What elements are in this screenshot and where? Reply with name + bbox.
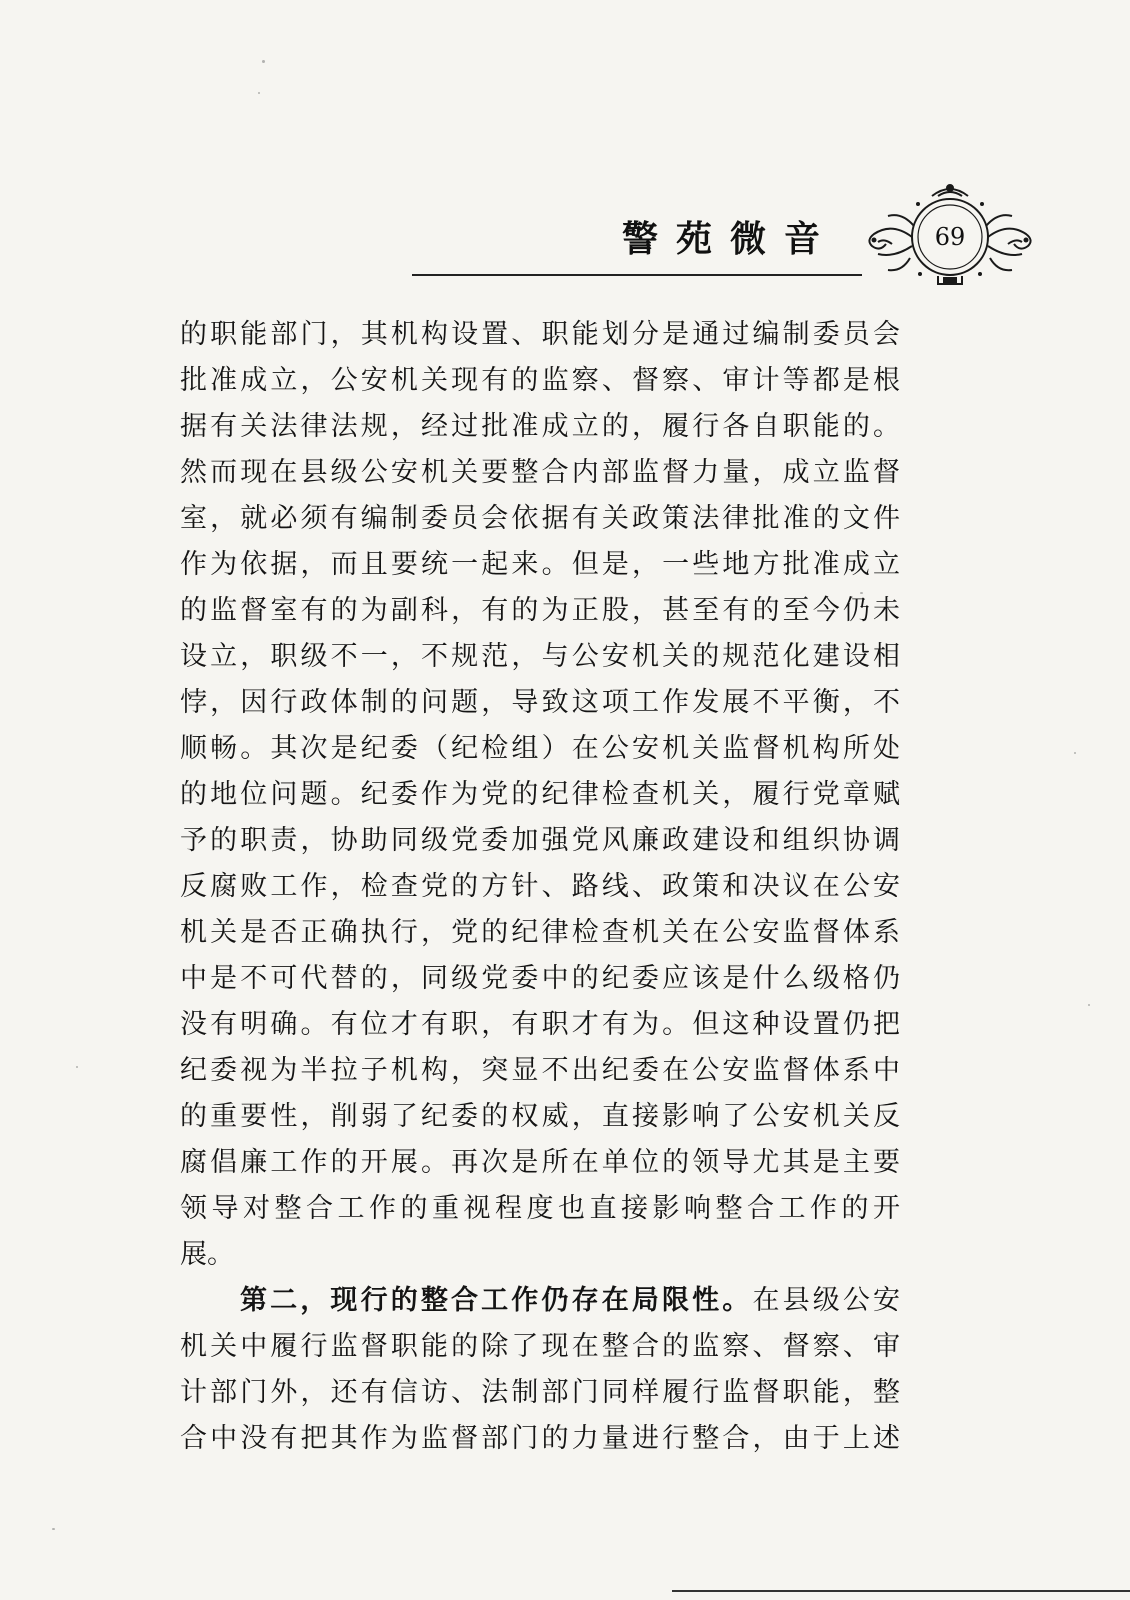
text-line: 的重要性，削弱了纪委的权威，直接影响了公安机关反	[180, 1101, 900, 1132]
text-line: 悖，因行政体制的问题，导致这项工作发展不平衡，不	[180, 687, 900, 718]
header-rule	[412, 274, 862, 276]
text-line: 的职能部门，其机构设置、职能划分是通过编制委员会	[180, 319, 900, 350]
text-line: 据有关法律法规，经过批准成立的，履行各自职能的。	[180, 411, 900, 442]
text-line: 中是不可代替的，同级党委中的纪委应该是什么级格仍	[180, 963, 900, 994]
text-line: 计部门外，还有信访、法制部门同样履行监督职能，整	[180, 1377, 900, 1408]
text-line: 顺畅。其次是纪委（纪检组）在公安机关监督机构所处	[180, 733, 900, 764]
text-line: 展。	[180, 1239, 234, 1270]
text-line: 批准成立，公安机关现有的监察、督察、审计等都是根	[180, 365, 900, 396]
running-header-title: 警苑微音	[622, 219, 839, 260]
text-line: 机关是否正确执行，党的纪律检查机关在公安监督体系	[180, 917, 900, 948]
text-line: 的监督室有的为副科，有的为正股，甚至有的至今仍未	[180, 595, 900, 626]
scan-speck	[1088, 1004, 1090, 1006]
text-line: 设立，职级不一，不规范，与公安机关的规范化建设相	[180, 641, 900, 672]
bottom-rule	[672, 1590, 1130, 1592]
text-line: 作为依据，而且要统一起来。但是，一些地方批准成立	[180, 549, 900, 580]
text-line: 合中没有把其作为监督部门的力量进行整合，由于上述	[180, 1423, 900, 1454]
text-line: 没有明确。有位才有职，有职才有为。但这种设置仍把	[180, 1009, 900, 1040]
paragraph-2-heading: 第二，现行的整合工作仍存在局限性。	[240, 1285, 753, 1316]
scan-speck	[262, 60, 265, 63]
text-line: 予的职责，协助同级党委加强党风廉政建设和组织协调	[180, 825, 900, 856]
text-line: 领导对整合工作的重视程度也直接影响整合工作的开	[180, 1193, 900, 1224]
paragraph-2-first-line	[180, 1278, 900, 1324]
paragraph-2-first-rest: 在县级公安	[752, 1285, 901, 1316]
scan-speck	[52, 1528, 55, 1530]
text-line: 室，就必须有编制委员会依据有关政策法律批准的文件	[180, 503, 900, 534]
page-number: 69	[934, 223, 966, 251]
scan-speck	[258, 92, 260, 94]
text-line: 然而现在县级公安机关要整合内部监督力量，成立监督	[180, 457, 900, 488]
scan-speck	[76, 1066, 78, 1068]
text-line: 的地位问题。纪委作为党的纪律检查机关，履行党章赋	[180, 779, 900, 810]
text-line: 反腐败工作，检查党的方针、路线、政策和决议在公安	[180, 871, 900, 902]
body-text	[180, 312, 900, 1462]
text-line: 机关中履行监督职能的除了现在整合的监察、督察、审	[180, 1331, 900, 1362]
text-line: 纪委视为半拉子机构，突显不出纪委在公安监督体系中	[180, 1055, 900, 1086]
text-line: 腐倡廉工作的开展。再次是所在单位的领导尤其是主要	[180, 1147, 900, 1178]
scan-speck	[1074, 752, 1076, 754]
